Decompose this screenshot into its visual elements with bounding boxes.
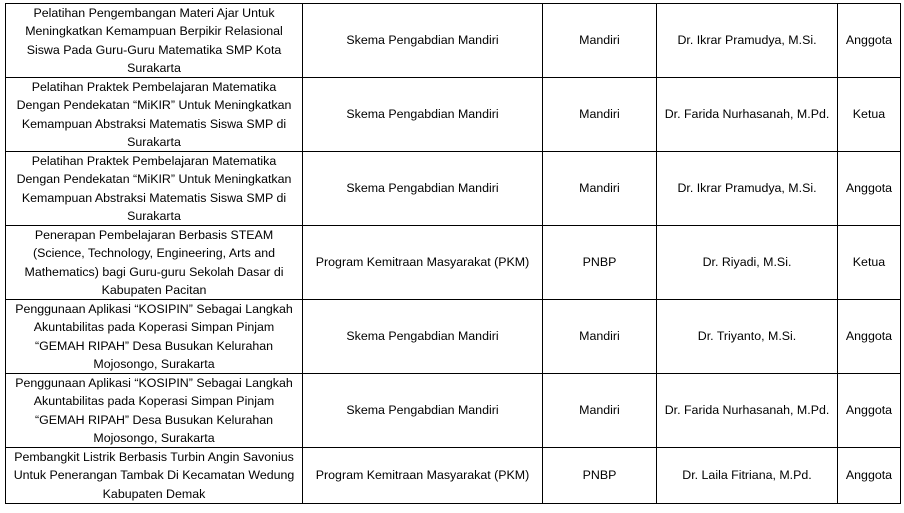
role-cell: Anggota	[838, 448, 901, 504]
scheme-cell: Skema Pengabdian Mandiri	[303, 4, 543, 78]
activity-title-cell: Pembangkit Listrik Berbasis Turbin Angin Savonius Untuk Penerangan Tambak Di Kecamatan Wedung Kabupaten Demak	[6, 448, 303, 504]
funding-cell: Mandiri	[543, 78, 657, 152]
activity-title-cell: Pelatihan Pengembangan Materi Ajar Untuk Meningkatkan Kemampuan Berpikir Relasional Siswa Pada Guru-Guru Matematika SMP Kota Surakarta	[6, 4, 303, 78]
scheme-cell: Skema Pengabdian Mandiri	[303, 152, 543, 226]
scheme-cell: Skema Pengabdian Mandiri	[303, 374, 543, 448]
service-activity-table	[5, 3, 901, 504]
scheme-cell: Skema Pengabdian Mandiri	[303, 78, 543, 152]
person-cell: Dr. Farida Nurhasanah, M.Pd.	[657, 78, 838, 152]
person-cell: Dr. Triyanto, M.Si.	[657, 300, 838, 374]
role-cell: Ketua	[838, 226, 901, 300]
table-body	[6, 4, 901, 504]
role-cell: Anggota	[838, 152, 901, 226]
funding-cell: PNBP	[543, 448, 657, 504]
table-row	[6, 226, 901, 300]
scheme-cell: Program Kemitraan Masyarakat (PKM)	[303, 448, 543, 504]
table-row	[6, 78, 901, 152]
person-cell: Dr. Farida Nurhasanah, M.Pd.	[657, 374, 838, 448]
service-activity-table-container	[5, 3, 901, 504]
scheme-cell: Skema Pengabdian Mandiri	[303, 300, 543, 374]
person-cell: Dr. Ikrar Pramudya, M.Si.	[657, 4, 838, 78]
role-cell: Anggota	[838, 374, 901, 448]
person-cell: Dr. Riyadi, M.Si.	[657, 226, 838, 300]
activity-title-cell: Penggunaan Aplikasi “KOSIPIN” Sebagai Langkah Akuntabilitas pada Koperasi Simpan Pinjam “GEMAH RIPAH” Desa Busukan Kelurahan Mojosongo, Surakarta	[6, 300, 303, 374]
funding-cell: Mandiri	[543, 300, 657, 374]
activity-title-cell: Penerapan Pembelajaran Berbasis STEAM (Science, Technology, Engineering, Arts and Mathematics) bagi Guru-guru Sekolah Dasar di Kabupaten Pacitan	[6, 226, 303, 300]
activity-title-cell: Pelatihan Praktek Pembelajaran Matematika Dengan Pendekatan “MiKIR” Untuk Meningkatkan Kemampuan Abstraksi Matematis Siswa SMP di Surakarta	[6, 78, 303, 152]
table-row	[6, 4, 901, 78]
role-cell: Ketua	[838, 78, 901, 152]
funding-cell: Mandiri	[543, 4, 657, 78]
table-row	[6, 448, 901, 504]
table-row	[6, 152, 901, 226]
activity-title-cell: Pelatihan Praktek Pembelajaran Matematika Dengan Pendekatan “MiKIR” Untuk Meningkatkan Kemampuan Abstraksi Matematis Siswa SMP di Surakarta	[6, 152, 303, 226]
funding-cell: PNBP	[543, 226, 657, 300]
scheme-cell: Program Kemitraan Masyarakat (PKM)	[303, 226, 543, 300]
role-cell: Anggota	[838, 4, 901, 78]
person-cell: Dr. Laila Fitriana, M.Pd.	[657, 448, 838, 504]
funding-cell: Mandiri	[543, 152, 657, 226]
table-row	[6, 300, 901, 374]
person-cell: Dr. Ikrar Pramudya, M.Si.	[657, 152, 838, 226]
role-cell: Anggota	[838, 300, 901, 374]
funding-cell: Mandiri	[543, 374, 657, 448]
activity-title-cell: Penggunaan Aplikasi “KOSIPIN” Sebagai Langkah Akuntabilitas pada Koperasi Simpan Pinjam “GEMAH RIPAH” Desa Busukan Kelurahan Mojosongo, Surakarta	[6, 374, 303, 448]
table-row	[6, 374, 901, 448]
